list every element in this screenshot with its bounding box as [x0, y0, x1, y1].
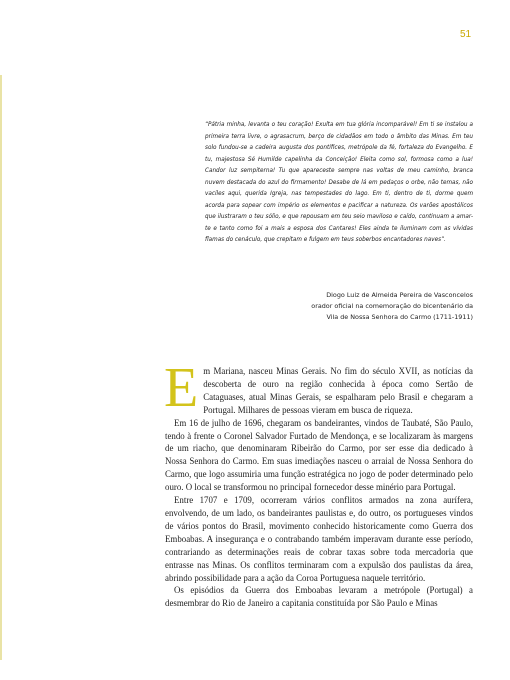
- body-paragraph-4: Os episódios da Guerra dos Emboabas levaram a metrópole (Portugal) a desmembrar do Rio de Janeiro a capitania constituída por São Paulo e Minas: [165, 585, 473, 609]
- attribution-author: Diogo Luiz de Almeida Pereira de Vasconcelos: [326, 291, 473, 299]
- attribution-role: orador oficial na comemoração do bicentenário da: [311, 302, 473, 310]
- body-paragraph-2: Em 16 de julho de 1696, chegaram os bandeirantes, vindos de Taubaté, São Paulo, tendo à frente o Coronel Salvador Furtado de Mendonça, e se localizaram às margens de um riacho, que denominaram Ribeirão do Carmo, por ser esse dia dedicado à Nossa Senhora do Carmo. Em suas imediações nasceu o arraial de Nossa Senhora do Carmo, que logo assumiria uma função estratégica no jogo de poder determinado pelo ouro. O local se transformou no principal fornecedor desse minério para Portugal.: [165, 417, 473, 493]
- drop-cap: E: [164, 357, 199, 419]
- page-number: 51: [460, 29, 472, 40]
- body-paragraph-3: Entre 1707 e 1709, ocorreram vários conflitos armados na zona aurífera, envolvendo, de um lado, os bandeirantes paulistas e, do outro, os portugueses vindos de vários pontos do Brasil, movimento conhecido historicamente como Guerra dos Emboabas. A insegurança e o contrabando também imperavam durante esse período, contrariando as determinações reais de cobrar taxas sobre toda mercadoria que entrasse nas Minas. Os conflitos terminaram com a expulsão dos paulistas da área, abrindo possibilidade para a ação da Coroa Portuguesa naquele território.: [165, 495, 473, 583]
- epigraph-quote: “Pátria minha, levanta o teu coração! Exulta em tua glória incomparável! Em ti se instalou a primeira terra livre, o agrasacrum, berço de cidadãos em todo o âmbito das Minas. Em teu solo fundou-se a cadeira augusta dos pontífices, metrópole da fé, fortaleza do Evangelho. E tu, majestosa Sé Humilde capelinha da Conceição! Eleita como sol, formosa como a lua! Candor luz sempiterna! Tu que apareceste sempre nas voltas de meu caminho, branca nuvem destacada do azul do firmamento! Desabe de lá em pedaços o orbe, não temas, não vaciles aqui, querida Igreja, nas tempestades do lago. Em ti, dentro de ti, dorme quem acorda para sopear com império os elementos e pacificar a natureza. Os varões apostólicos que ilustraram o teu sólio, e que repousam em teu seio maviloso e caído, continuam a amar-te e tanto como foi a mais a esposa dos Cantares! Eles ainda te iluminam com as vívidas flamas do cenáculo, que crepitam e fulgem em teus soberbos encantadores naves”.: [205, 122, 473, 244]
- body-text: [164, 357, 473, 610]
- attribution-place: Vila de Nossa Senhora do Carmo (1711-1911): [326, 313, 473, 321]
- epigraph-attribution: [205, 290, 473, 323]
- side-margin-rule: [0, 75, 2, 660]
- body-paragraph-1: m Mariana, nasceu Minas Gerais. No fim do século XVII, as notícias da descoberta de ouro na região conhecida à época como Sertão de Cataguases, atual Minas Gerais, se espalharam pelo Brasil e chegaram a Portugal. Milhares de pessoas vieram em busca de riqueza.: [203, 366, 473, 415]
